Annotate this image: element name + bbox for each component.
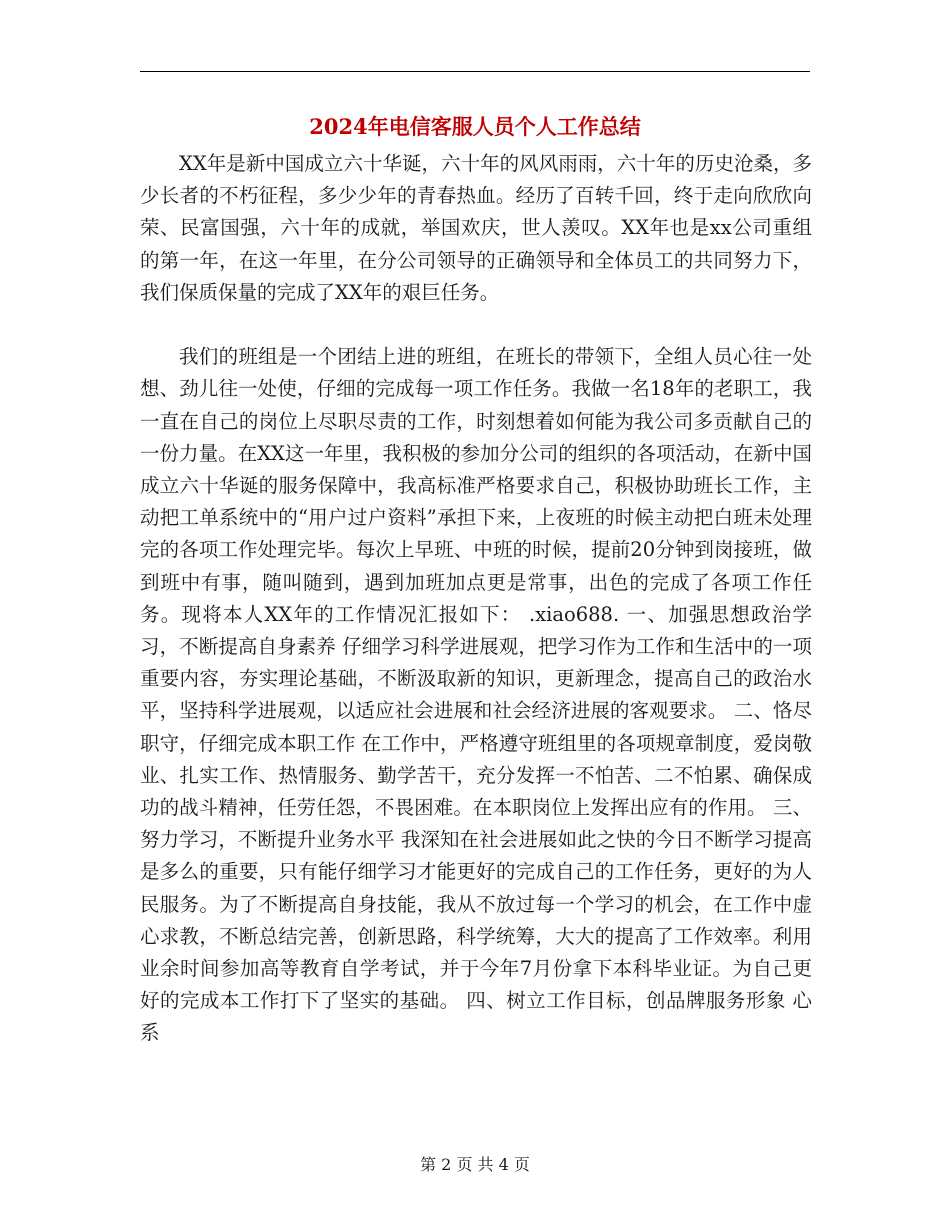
paragraph-main: 我们的班组是一个团结上进的班组，在班长的带领下，全组人员心往一处想、劲儿往一处使，仔细的完成每一项工作任务。我做一名18年的老职工，我一直在自己的岗位上尽职尽责的工作，时刻想着如何能为我公司多贡献自己的一份力量。在XX这一年里，我积极的参加分公司的组织的各项活动，在新中国成立六十华诞的服务保障中，我高标准严格要求自己，积极协助班长工作，主动把工单系统中的“用户过户资料”承担下来，上夜班的时候主动把白班未处理完的各项工作处理完毕。每次上早班、中班的时候，提前20分钟到岗接班，做到班中有事，随叫随到，遇到加班加点更是常事，出色的完成了各项工作任务。现将本人XX年的工作情况汇报如下： .xiao688. 一、加强思想政治学习，不断提高自身素养 仔细学习科学进展观，把学习作为工作和生活中的一项重要内容，夯实理论基础，不断汲取新的知识，更新理念，提高自己的政治水平，坚持科学进展观，以适应社会进展和社会经济进展的客观要求。 二、恪尽职守，仔细完成本职工作 在工作中，严格遵守班组里的各项规章制度，爱岗敬业、扎实工作、热情服务、勤学苦干，充分发挥一不怕苦、二不怕累、确保成功的战斗精神，任劳任怨，不畏困难。在本职岗位上发挥出应有的作用。 三、努力学习，不断提升业务水平 我深知在社会进展如此之快的今日不断学习提高是多么的重要，只有能仔细学习才能更好的完成自己的工作任务，更好的为人民服务。为了不断提高自身技能，我从不放过每一个学习的机会，在工作中虚心求教，不断总结完善，创新思路，科学统筹，大大的提高了工作效率。利用业余时间参加高等教育自学考试，并于今年7月份拿下本科毕业证。为自己更好的完成本工作打下了坚实的基础。 四、树立工作目标，创品牌服务形象 心系 <box>140 345 812 1045</box>
paragraph-gap <box>140 309 812 341</box>
document-title: 2024年电信客服人员个人工作总结 <box>309 114 641 139</box>
page-number: 第 2 页 共 4 页 <box>420 1155 530 1174</box>
document-body <box>140 148 812 1050</box>
header-rule <box>140 71 810 72</box>
paragraph-intro: XX年是新中国成立六十华诞，六十年的风风雨雨，六十年的历史沧桑，多少长者的不朽征程，多少少年的青春热血。经历了百转千回，终于走向欣欣向荣、民富国强，六十年的成就，举国欢庆，世人羡叹。XX年也是xx公司重组的第一年，在这一年里，在分公司领导的正确领导和全体员工的共同努力下，我们保质保量的完成了XX年的艰巨任务。 <box>140 152 812 304</box>
